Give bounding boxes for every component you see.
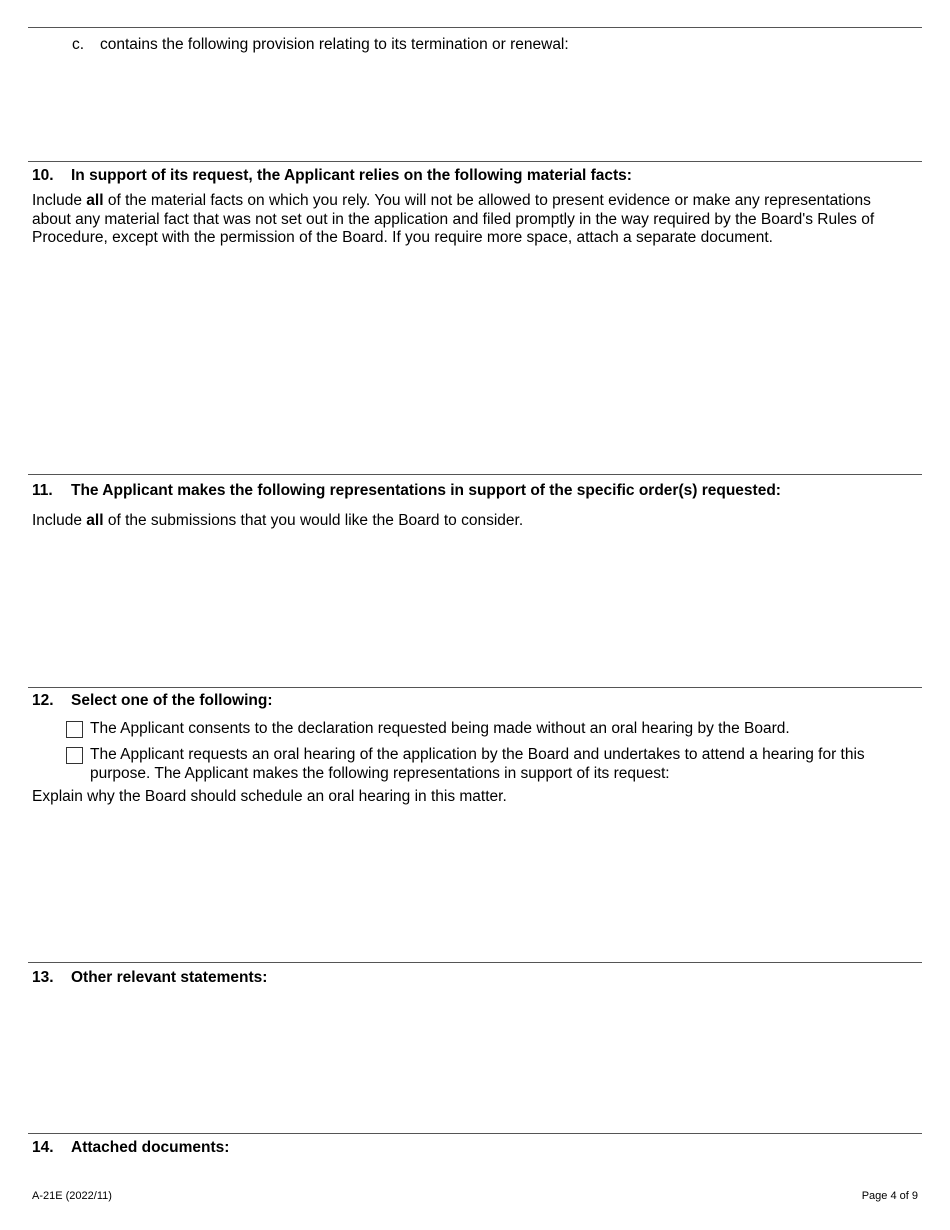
section-10-title: In support of its request, the Applicant relies on the following material facts:	[71, 167, 632, 184]
section-14-heading	[32, 1138, 229, 1157]
oral-hearing-label: The Applicant requests an oral hearing of the application by the Board and undertakes to attend a hearing for this purpose. The Applicant makes the following representations in support of its request:	[90, 746, 865, 782]
section-14-number: 14.	[32, 1139, 54, 1156]
section-12-response-area[interactable]	[32, 810, 912, 955]
section-10-divider	[28, 161, 922, 162]
section-11-response-area[interactable]	[32, 535, 912, 680]
top-divider	[28, 27, 922, 28]
section-11-divider	[28, 474, 922, 475]
section-11-heading	[32, 481, 781, 500]
section-10-heading	[32, 166, 632, 185]
section-11-number: 11.	[32, 482, 53, 499]
section-11-instructions: Include all of the submissions that you would like the Board to consider.	[32, 512, 524, 529]
oral-hearing-checkbox[interactable]	[66, 747, 83, 764]
item-c-response-area[interactable]	[100, 56, 910, 156]
section-12-heading	[32, 691, 273, 710]
section-11-title: The Applicant makes the following representations in support of the specific order(s) requested:	[71, 482, 781, 499]
section-12-number: 12.	[32, 692, 54, 709]
section-13-response-area[interactable]	[32, 992, 912, 1127]
section-13-divider	[28, 962, 922, 963]
section-12-title: Select one of the following:	[71, 692, 273, 709]
section-13-heading	[32, 968, 267, 987]
section-14-divider	[28, 1133, 922, 1134]
section-12-divider	[28, 687, 922, 688]
section-10-instructions: Include all of the material facts on which you rely. You will not be allowed to present evidence or make any representations about any material fact that was not set out in the application and filed promptly in the way required by the Board's Rules of Procedure, except with the permission of the Board. If you require more space, attach a separate document.	[32, 192, 875, 246]
item-c-text: contains the following provision relating to its termination or renewal:	[100, 36, 569, 53]
section-10-response-area[interactable]	[32, 252, 912, 467]
section-13-number: 13.	[32, 969, 54, 986]
page-number: Page 4 of 9	[861, 1190, 918, 1202]
section-10-number: 10.	[32, 167, 54, 184]
section-13-title: Other relevant statements:	[71, 969, 268, 986]
item-c	[72, 35, 569, 54]
item-c-letter: c.	[72, 36, 85, 53]
no-oral-hearing-label: The Applicant consents to the declaration requested being made without an oral hearing by the Board.	[90, 720, 790, 737]
form-id: A-21E (2022/11)	[32, 1190, 112, 1202]
section-14-title: Attached documents:	[71, 1139, 230, 1156]
section-12-explain: Explain why the Board should schedule an oral hearing in this matter.	[32, 788, 507, 805]
no-oral-hearing-checkbox[interactable]	[66, 721, 83, 738]
